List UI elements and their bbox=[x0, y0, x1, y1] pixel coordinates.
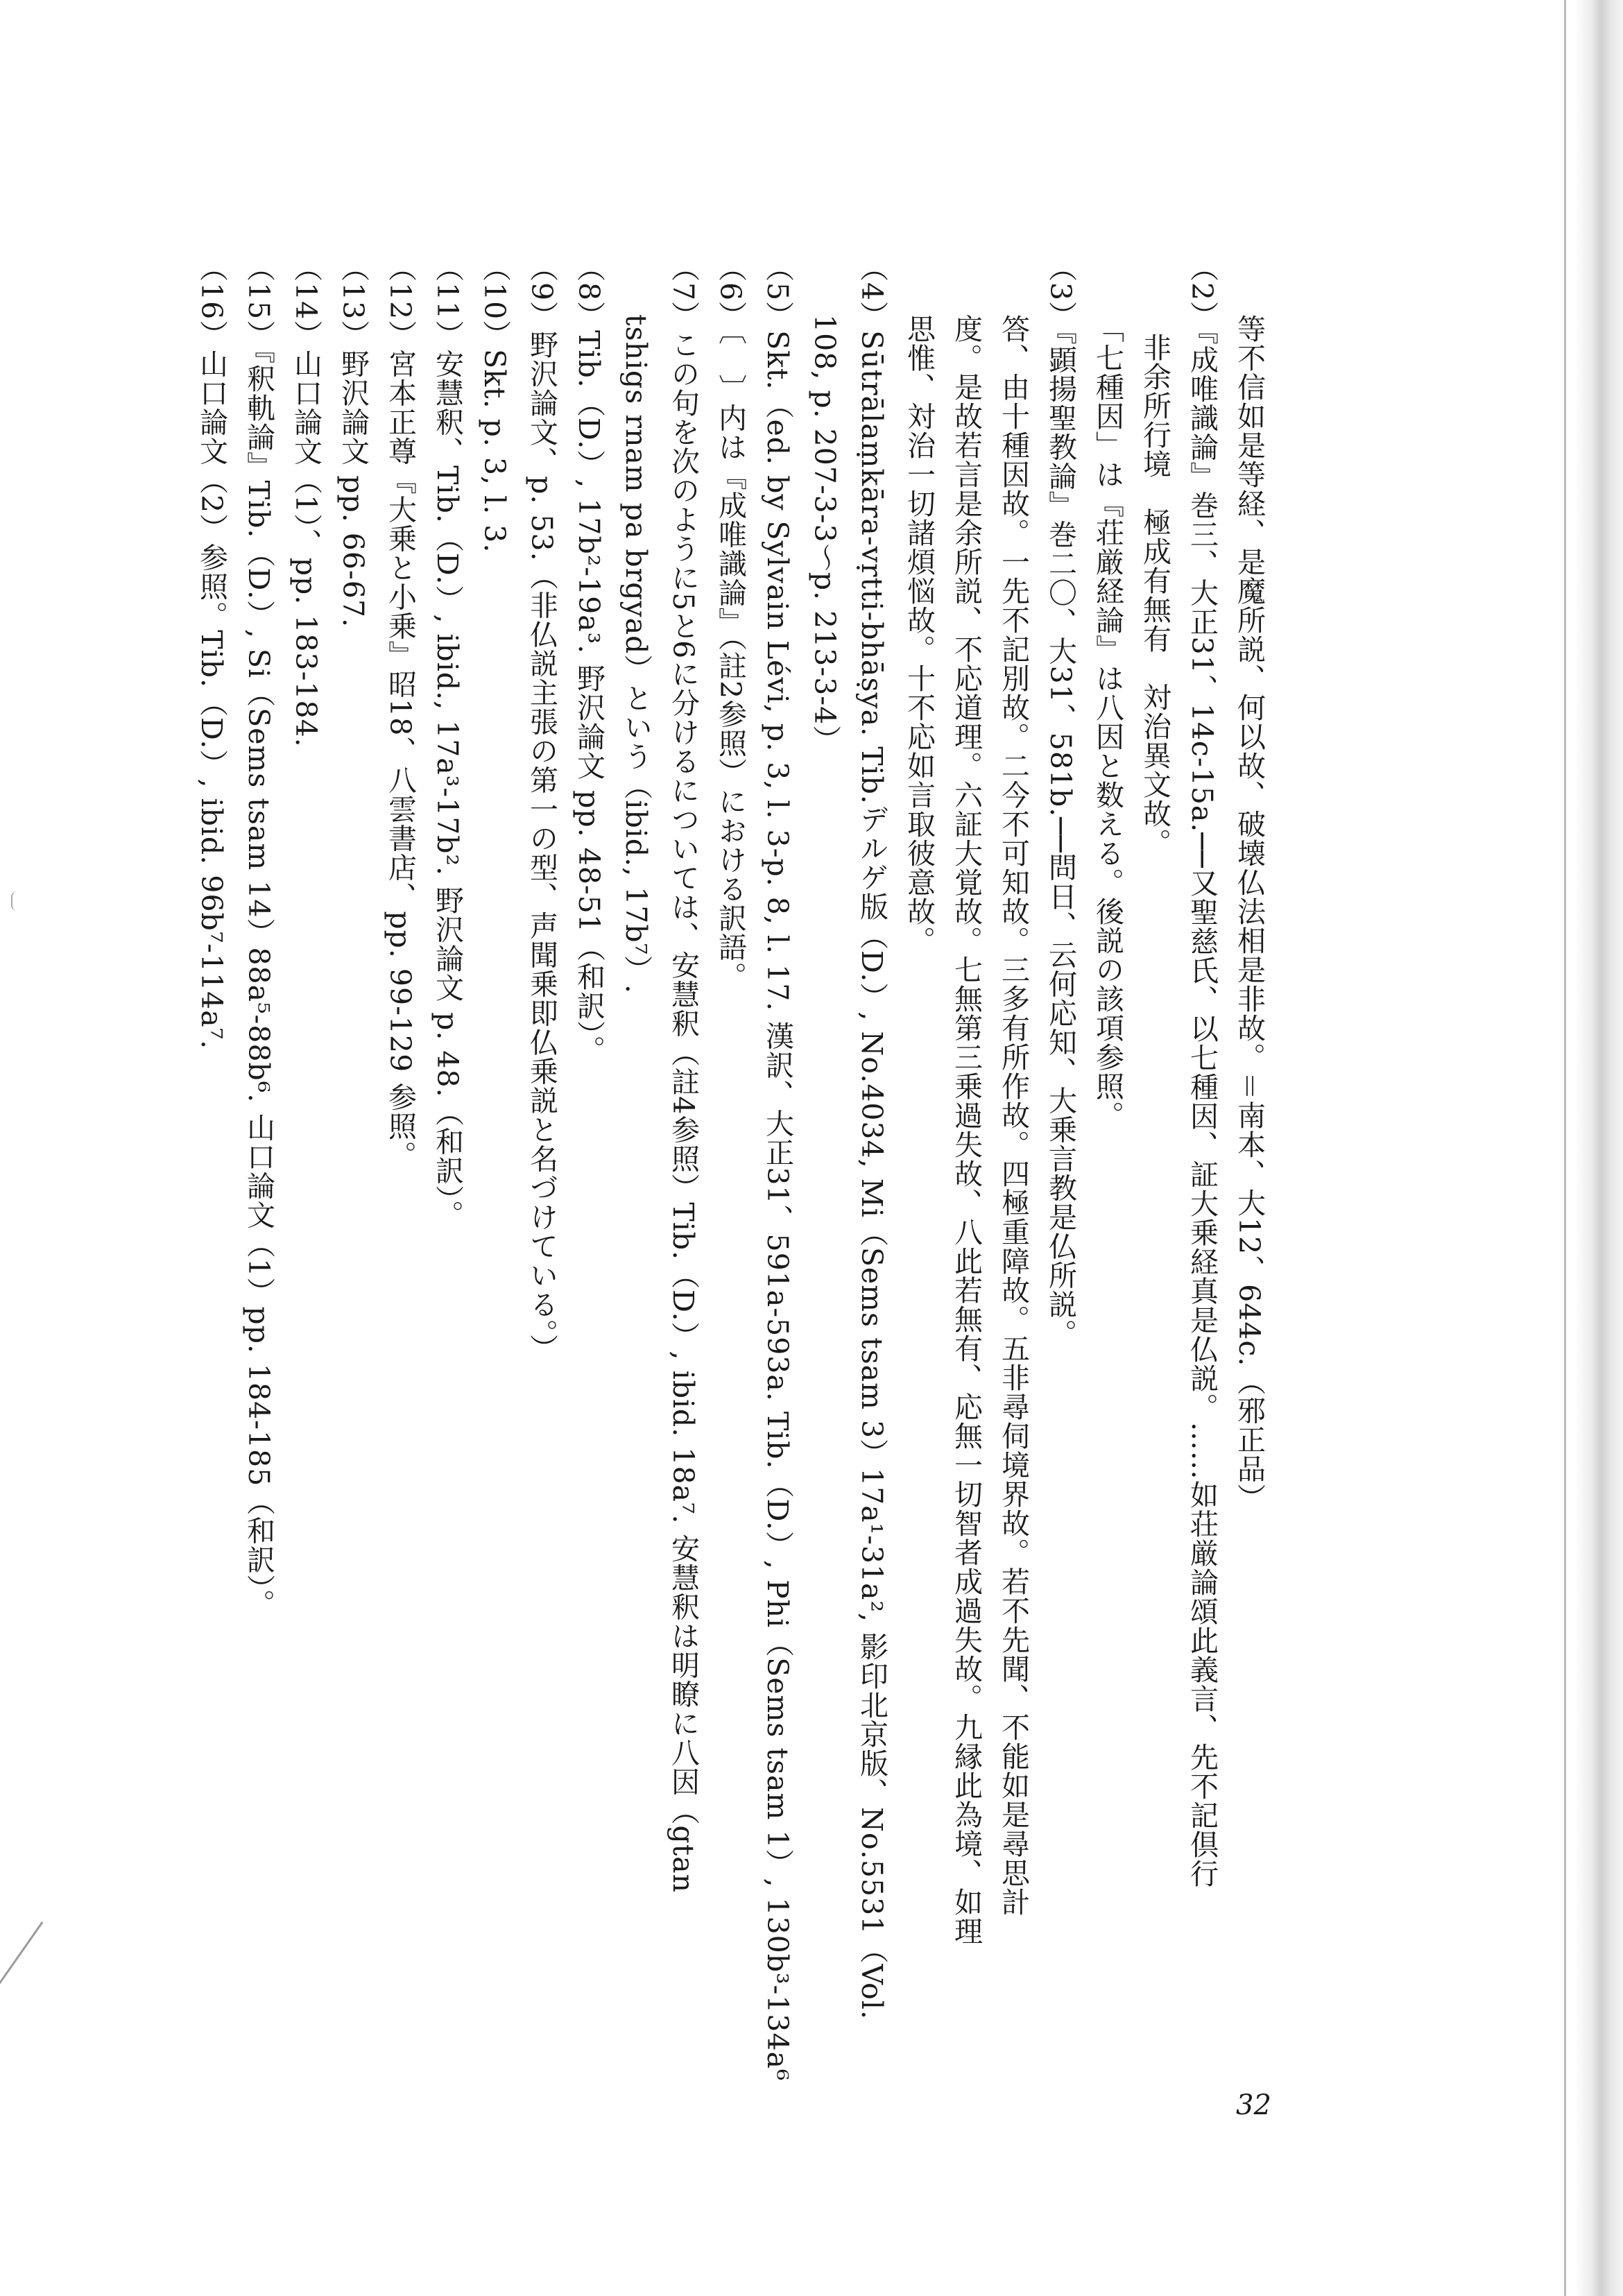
footnote-line: （11）安慧釈、Tib.（D.）, ibid., 17a³-17b². 野沢論文 p. 48.（和訳）。 bbox=[431, 253, 464, 1230]
footnote-line: （3）『顕揚聖教論』巻二〇、大31、581b.──問日、云何応知、大乗言教是仏所説。 bbox=[1044, 253, 1077, 1348]
footnote-line: 思惟、対治一切諸煩悩故。十不応如言取彼意故。 bbox=[902, 314, 936, 955]
footnote-line: （16）山口論文（2）参照。Tib.（D.）, ibid. 96b⁷-114a⁷. bbox=[195, 253, 228, 1050]
scan-binding-edge bbox=[1574, 0, 1623, 2296]
footnote-line: 答、由十種因故。一先不記別故。二今不可知故。三多有所作故。四極重障故。五非尋伺境界故。若不先聞、不能如是尋思計 bbox=[997, 314, 1030, 1917]
footnote-line: （14）山口論文（1）、pp. 183-184. bbox=[289, 253, 323, 748]
footnote-line: （12）宮本正尊『大乗と小乗』昭18、八雲書店、pp. 99-129 参照。 bbox=[384, 253, 417, 1170]
footnote-line: 「七種因」は『荘厳経論』は八因と数える。後説の該項参照。 bbox=[1091, 314, 1124, 1130]
footnote-line: tshigs rnam pa brgyad）という（ibid., 17b⁷）. bbox=[619, 314, 653, 995]
footnote-line: （7）この句を次のように5と6に分けるについては、安慧釈（註4参照）Tib.（D.）, ibid. 18a⁷. 安慧釈は明瞭に八因（gtan bbox=[667, 253, 700, 1894]
footnote-line: （5）Skt.（ed. by Sylvain Lévi, p. 3, l. 3-p. 8, l. 17. 漢訳、大正31、591a-593a. Tib.（D.）, Phi（Sems tsam 1）, 130b³-134a⁶ bbox=[761, 253, 794, 2082]
footnote-line: 度。是故若言是余所説、不応道理。六証大覚故。七無第三乗過失故、八此若無有、応無一切智者成過失故。九縁此為境、如理 bbox=[950, 314, 983, 1946]
footnote-line: （9）野沢論文、p. 53.（非仏説主張の第一の型、声聞乗即仏乗説と名づけている。） bbox=[525, 253, 558, 1364]
footnote-line: 等不信如是等経、是魔所説、何以故、破壊仏法相是非故。＝南本、大12、644c.（邪正品） bbox=[1233, 314, 1266, 1513]
scan-edge-line bbox=[1564, 0, 1566, 2296]
footnote-line: 非余所行境 極成有無有 対治異文故。 bbox=[1138, 333, 1171, 857]
footnote-line: （4）Sūtrālaṃkāra-vṛtti-bhāṣya. Tib.デルゲ版（D.）, No.4034, Mi（Sems tsam 3）17a¹-31a², 影印北京版、No.5531（Vol. bbox=[855, 253, 888, 2020]
page-number: 32 bbox=[1236, 2089, 1271, 2121]
footnote-line: （8）Tib.（D.）, 17b²-19a³. 野沢論文 pp. 48-51（和訳）。 bbox=[572, 253, 606, 1065]
footnote-line: （13）野沢論文 pp. 66-67. bbox=[336, 253, 370, 628]
footnote-line: （10）Skt. p. 3, l. 3. bbox=[478, 253, 511, 554]
footnote-line: 108, p. 207-3-3～p. 213-3-4） bbox=[808, 314, 841, 755]
footnotes-block bbox=[177, 253, 1273, 2188]
scan-speck bbox=[11, 891, 17, 911]
pencil-mark bbox=[0, 1921, 43, 1991]
footnote-line: （6）〔 〕内は『成唯識論』（註2参照）における訳語。 bbox=[714, 253, 747, 991]
footnote-line: （15）『釈軌論』Tib.（D.）, Si（Sems tsam 14）88a⁵-88b⁶. 山口論文（1）pp. 184-185（和訳）。 bbox=[242, 253, 275, 1618]
footnote-line: （2）『成唯識論』巻三、大正31、14c-15a.──又聖慈氏、以七種因、証大乗経真是仏説。……如荘厳論頌此義言、先不記倶行 bbox=[1185, 253, 1219, 1888]
